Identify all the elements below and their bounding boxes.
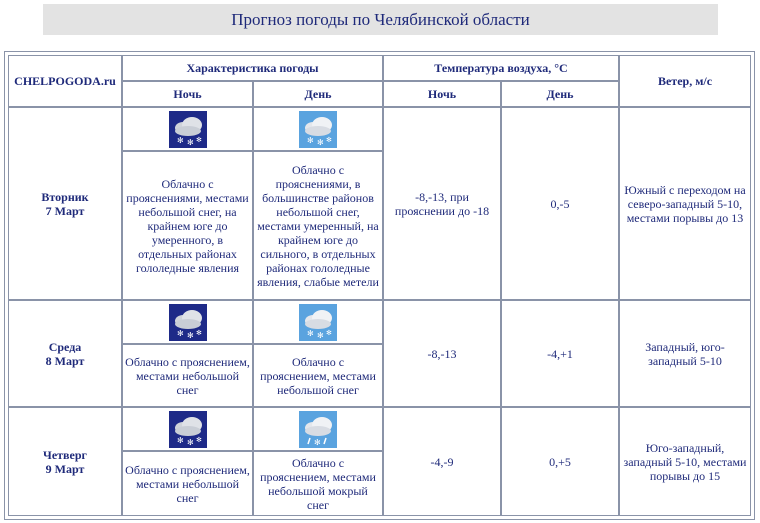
svg-text:✻: ✻ <box>314 437 321 447</box>
svg-text:✻: ✻ <box>307 328 314 338</box>
day-description: Облачно с прояснениями, в большинстве районов небольшой снег, местами умеренный, на крайнем юге до сильного, в отдельных районах гололедные явления, слабые метели <box>253 151 383 300</box>
night-icon-cell <box>122 107 253 151</box>
forecast-table <box>4 51 755 520</box>
svg-text:✻: ✻ <box>326 328 332 337</box>
day-date: 9 Март <box>45 461 85 476</box>
day-icon-cell <box>253 300 383 344</box>
night-description: Облачно с прояснениями, местами небольшой снег, на крайнем юге до умеренного, в отдельных районах гололедные явления <box>122 151 253 300</box>
day-date: 8 Март <box>45 353 85 368</box>
day-date: 7 Март <box>45 203 85 218</box>
svg-text:✻: ✻ <box>176 135 184 145</box>
temp-day-header: День <box>501 81 619 107</box>
night-description: Облачно с прояснением, местами небольшой снег <box>122 451 253 516</box>
svg-text:✻: ✻ <box>326 135 332 144</box>
svg-text:✻: ✻ <box>186 137 194 147</box>
weather-night-header: Ночь <box>122 81 253 107</box>
svg-text:✻: ✻ <box>195 135 202 144</box>
svg-text:✻: ✻ <box>317 137 324 147</box>
day-cloudy-snow-icon <box>299 304 337 341</box>
temp-night-header: Ночь <box>383 81 501 107</box>
day-description: Облачно с прояснением, местами небольшой мокрый снег <box>253 451 383 516</box>
svg-text:✻: ✻ <box>186 437 194 447</box>
day-cloudy-sleet-icon <box>299 411 337 448</box>
wind-value: Юго-западный, западный 5-10, местами порывы до 15 <box>619 407 751 516</box>
night-icon-cell <box>122 300 253 344</box>
day-name: Вторник <box>41 189 89 204</box>
day-description: Облачно с прояснением, местами небольшой снег <box>253 344 383 407</box>
night-cloudy-snow-icon <box>169 304 207 341</box>
temperature-header: Температура воздуха, °С <box>383 55 619 81</box>
night-icon-cell <box>122 407 253 451</box>
day-cell-tuesday <box>8 107 122 300</box>
temp-night-value: -8,-13, при прояснении до -18 <box>383 107 501 300</box>
night-description: Облачно с прояснением, местами небольшой снег <box>122 344 253 407</box>
day-name: Четверг <box>43 447 87 462</box>
svg-text:✻: ✻ <box>195 435 202 444</box>
temp-day-value: 0,-5 <box>501 107 619 300</box>
wind-header: Ветер, м/с <box>619 55 751 107</box>
svg-text:✻: ✻ <box>307 135 314 145</box>
day-icon-cell <box>253 107 383 151</box>
wind-value: Южный с переходом на северо-западный 5-10, местами порывы до 13 <box>619 107 751 300</box>
night-cloudy-snow-icon <box>169 411 207 448</box>
weather-characteristics-header: Характеристика погоды <box>122 55 383 81</box>
day-cell-thursday <box>8 407 122 516</box>
page-title: Прогноз погоды по Челябинской области <box>43 4 718 35</box>
svg-text:✻: ✻ <box>317 330 324 340</box>
svg-text:✻: ✻ <box>176 328 184 338</box>
temp-day-value: -4,+1 <box>501 300 619 407</box>
svg-text:✻: ✻ <box>195 328 202 337</box>
day-cloudy-snow-icon <box>299 111 337 148</box>
temp-night-value: -8,-13 <box>383 300 501 407</box>
night-cloudy-snow-icon <box>169 111 207 148</box>
temp-night-value: -4,-9 <box>383 407 501 516</box>
day-name: Среда <box>48 339 82 354</box>
day-cell-wednesday <box>8 300 122 407</box>
temp-day-value: 0,+5 <box>501 407 619 516</box>
weather-day-header: День <box>253 81 383 107</box>
day-icon-cell <box>253 407 383 451</box>
wind-value: Западный, юго-западный 5-10 <box>619 300 751 407</box>
svg-text:✻: ✻ <box>186 330 194 340</box>
brand-header: CHELPOGODA.ru <box>8 55 122 107</box>
svg-text:✻: ✻ <box>176 435 184 445</box>
